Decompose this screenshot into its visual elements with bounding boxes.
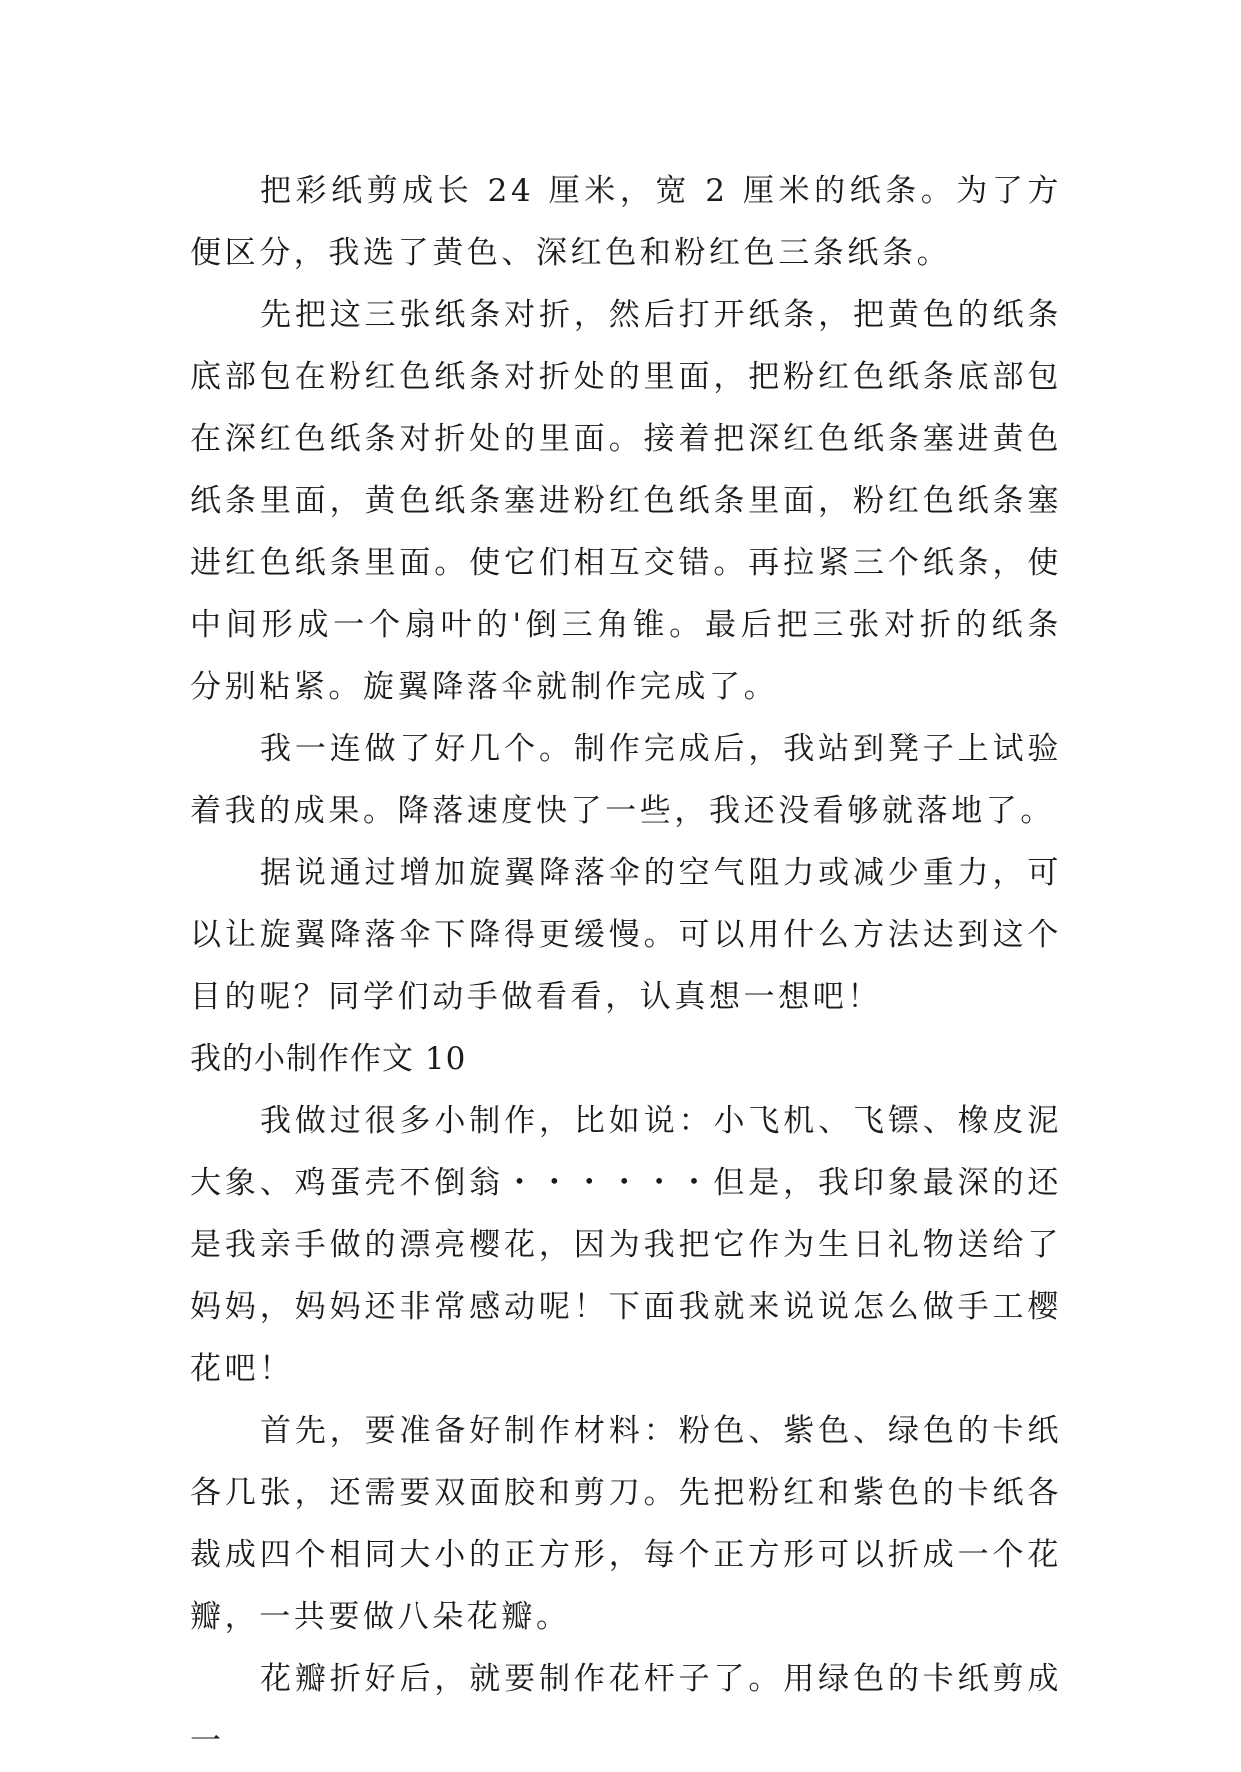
paragraph-cut-paper: 把彩纸剪成长 24 厘米，宽 2 厘米的纸条。为了方便区分，我选了黄色、深红色和粉红色三条纸条。: [190, 173, 1062, 271]
paragraph-materials: 首先，要准备好制作材料：粉色、紫色、绿色的卡纸各几张，还需要双面胶和剪刀。先把粉红和紫色的卡纸各裁成四个相同大小的正方形，每个正方形可以折成一个花瓣，一共要做八朵花瓣。: [190, 1413, 1062, 1635]
paragraph-stem: 花瓣折好后，就要制作花杆子了。用绿色的卡纸剪成一: [190, 1661, 1062, 1759]
paragraph-question: 据说通过增加旋翼降落伞的空气阻力或减少重力，可以让旋翼降落伞下降得更缓慢。可以用什么方法达到这个目的呢？同学们动手做看看，认真想一想吧！: [190, 855, 1062, 1015]
document-body: [190, 160, 1062, 1772]
paragraph-intro-cherry-blossom: 我做过很多小制作，比如说：小飞机、飞镖、橡皮泥大象、鸡蛋壳不倒翁・・・・・・但是，我印象最深的还是我亲手做的漂亮樱花，因为我把它作为生日礼物送给了妈妈，妈妈还非常感动呢！下面我就来说说怎么做手工樱花吧！: [190, 1103, 1062, 1387]
section-title: 我的小制作作文 10: [190, 1041, 467, 1077]
paragraph-fold-strips: 先把这三张纸条对折，然后打开纸条，把黄色的纸条底部包在粉红色纸条对折处的里面，把粉红色纸条底部包在深红色纸条对折处的里面。接着把深红色纸条塞进黄色纸条里面，黄色纸条塞进粉红色纸条里面，粉红色纸条塞进红色纸条里面。使它们相互交错。再拉紧三个纸条，使中间形成一个扇叶的'倒三角锥。最后把三张对折的纸条分别粘紧。旋翼降落伞就制作完成了。: [190, 297, 1062, 705]
paragraph-test-results: 我一连做了好几个。制作完成后，我站到凳子上试验着我的成果。降落速度快了一些，我还没看够就落地了。: [190, 731, 1062, 829]
